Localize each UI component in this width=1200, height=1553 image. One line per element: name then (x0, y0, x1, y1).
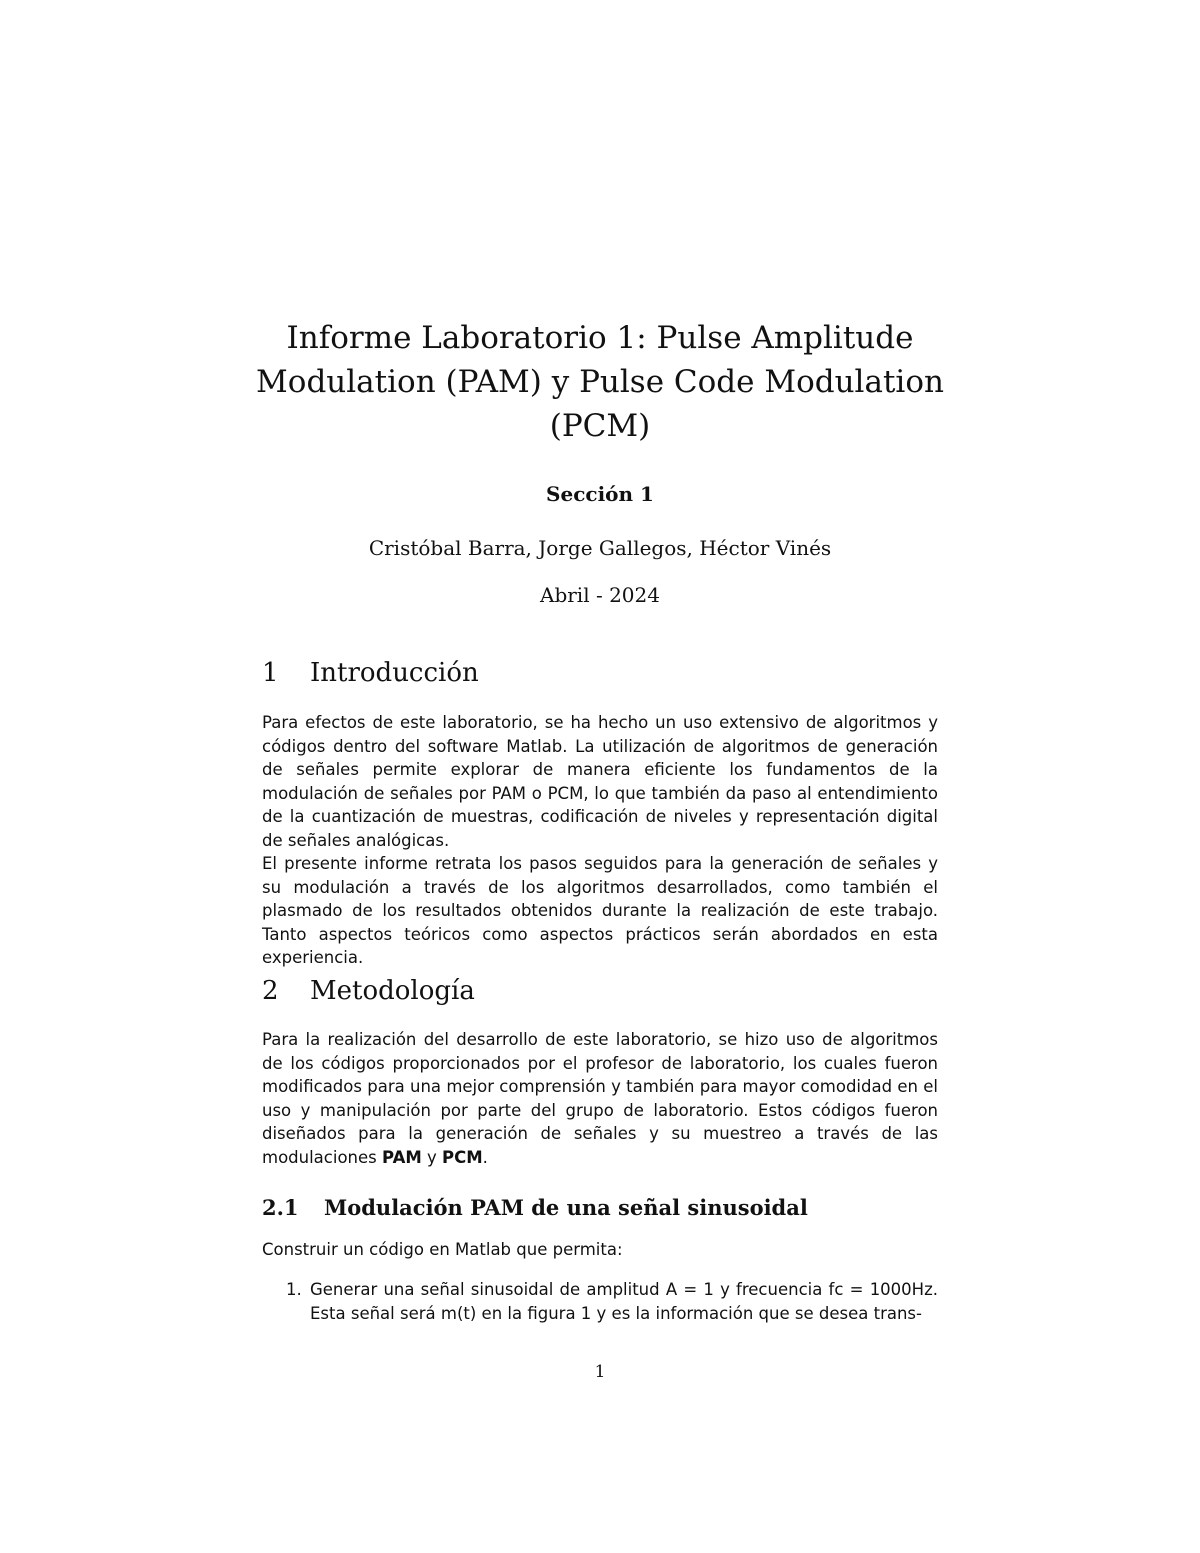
section-number: 2 (262, 976, 279, 1006)
page-number: 1 (594, 1362, 606, 1382)
section-title: Introducción (310, 658, 479, 688)
document-title: Informe Laboratorio 1: Pulse Amplitude Modulation (PAM) y Pulse Code Modulation (PCM) (256, 320, 944, 444)
section-title: Metodología (310, 976, 475, 1006)
list-item (262, 1278, 938, 1325)
subsection-number: 2.1 (262, 1195, 299, 1220)
task-list (262, 1278, 938, 1325)
subsection-title: Modulación PAM de una señal sinusoidal (324, 1195, 808, 1220)
methodology-paragraph (262, 1028, 938, 1170)
intro-paragraph-2: El presente informe retrata los pasos seguidos para la generación de señales y su modulación a través de los algoritmos desarrollados, como también el plasmado de los resultados obtenidos durante la realización de este trabajo. Tanto aspectos teóricos como aspectos prácticos serán abordados en esta experiencia. (262, 854, 938, 968)
intro-paragraph-1: Para efectos de este laboratorio, se ha hecho un uso extensivo de algoritmos y códigos dentro del software Matlab. La utilización de algoritmos de generación de señales permite explorar de manera eficiente los fundamentos de la modulación de señales por PAM o PCM, lo que también da paso al entendimiento de la cuantización de muestras, codificación de niveles y representación digital de señales analógicas. (262, 713, 938, 850)
list-item-text: Generar una señal sinusoidal de amplitud A = 1 y frecuencia fc = 1000Hz. Esta señal será m(t) en la figura 1 y es la información que se desea trans- (310, 1280, 938, 1323)
connector-text: y (421, 1147, 443, 1167)
period: . (482, 1147, 488, 1167)
section-heading-introduccion (262, 658, 479, 688)
section-label: Sección 1 (546, 482, 654, 506)
methodology-text: Para la realización del desarrollo de este laboratorio, se hizo uso de algoritmos de los códigos proporcionados por el profesor de laboratorio, los cuales fueron modificados para una mejor comprensión y también para mayor comodidad en el uso y manipulación por parte del grupo de laboratorio. Estos códigos fueron diseñados para la generación de señales y su muestreo a través de las modulaciones (262, 1030, 938, 1167)
subsection-heading (262, 1195, 808, 1220)
section-heading-metodologia (262, 976, 475, 1006)
pam-term: PAM (382, 1147, 422, 1167)
subsection-intro: Construir un código en Matlab que permita: (262, 1240, 623, 1259)
pcm-term: PCM (442, 1147, 483, 1167)
authors: Cristóbal Barra, Jorge Gallegos, Héctor Vinés (368, 536, 832, 560)
document-date: Abril - 2024 (540, 583, 660, 607)
list-marker: 1. (286, 1280, 302, 1299)
section-number: 1 (262, 658, 279, 688)
